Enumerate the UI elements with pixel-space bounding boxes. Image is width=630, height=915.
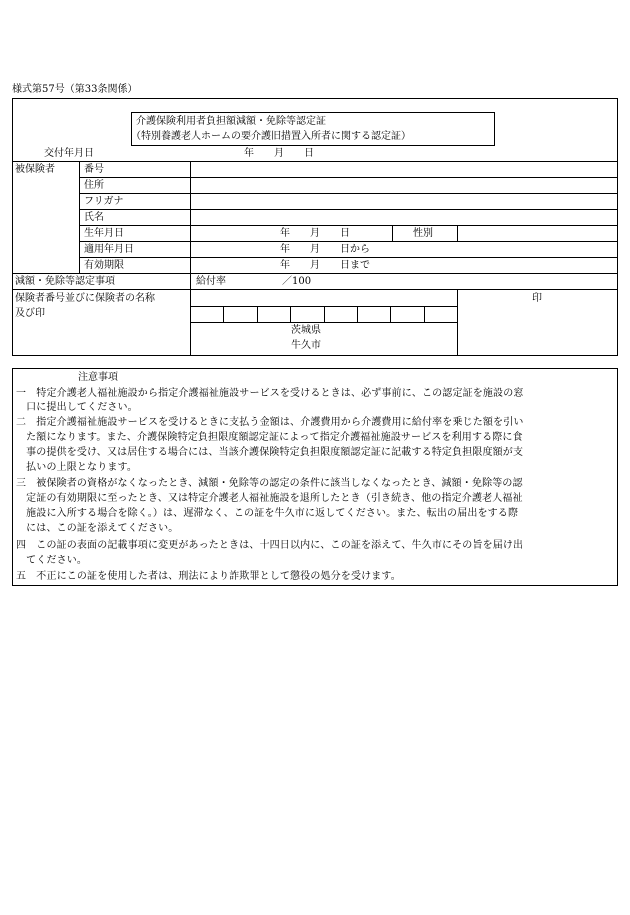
insurer-number-divider (290, 306, 291, 322)
notes-line: 払いの上限となります。 (16, 462, 137, 473)
insured-label: 被保険者 (15, 164, 55, 175)
row-line (79, 177, 618, 178)
effective-date-value: 年 月 日から (280, 244, 370, 255)
col-line (79, 161, 80, 273)
valid-period-label: 有効期限 (84, 260, 124, 271)
reduction-label: 減額・免除等認定事項 (15, 276, 115, 287)
notes-line: 三 被保険者の資格がなくなったとき、減額・免除等の認定の条件に該当しなくなったとき、減額・免除等の認 (16, 478, 523, 489)
number-label: 番号 (84, 164, 104, 175)
table-border-bottom (12, 355, 618, 356)
form-number: 様式第57号（第33条関係） (12, 84, 138, 95)
table-border-right (617, 98, 618, 356)
certificate-subtitle: （特別養護老人ホームの要介護旧措置入所者に関する認定証） (131, 131, 411, 142)
notes-line: には、この証を添えてください。 (16, 523, 179, 534)
table-border-top (12, 98, 618, 99)
notes-line: た額になります。また、介護保険特定負担限度額認定証によって指定介護福祉施設サービスを利用する際に食 (16, 432, 523, 443)
insurer-number-divider (390, 306, 391, 322)
col-line (457, 289, 458, 356)
notes-line: 定証の有効期限に至ったとき、又は特定介護老人福祉施設を退所したとき（引き続き、他の指定介護老人福祉 (16, 493, 523, 504)
row-line (12, 289, 618, 290)
benefit-rate-label: 給付率 (196, 276, 226, 287)
benefit-rate-value: ／100 (282, 276, 312, 287)
effective-date-label: 適用年月日 (84, 244, 134, 255)
insurer-number-divider (424, 306, 425, 322)
notes-line: 一 特定介護老人福祉施設から指定介護福祉施設サービスを受けるときは、必ず事前に、この認定証を施設の窓 (16, 388, 524, 399)
insurer-city: 牛久市 (291, 340, 321, 351)
notes-line: 事の提供を受け、又は居住する場合には、当該介護保険特定負担限度額認定証に記載する特定負担限度額が支 (16, 447, 524, 458)
insurer-number-divider (257, 306, 258, 322)
notes-line: 四 この証の表面の記載事項に変更があったときは、十四日以内に、この証を添えて、牛久市にその旨を届け出 (16, 540, 524, 551)
row-line (79, 193, 618, 194)
furigana-label: フリガナ (84, 196, 124, 207)
insurer-prefecture: 茨城県 (291, 325, 321, 336)
insurer-label-seal: 及び印 (15, 308, 45, 319)
birth-date-value: 年 月 日 (280, 228, 350, 239)
birth-date-label: 生年月日 (84, 228, 124, 239)
row-line (79, 257, 618, 258)
row-line (79, 209, 618, 210)
col-line (392, 225, 393, 241)
table-border-left (12, 98, 13, 356)
row-line (79, 225, 618, 226)
insurer-number-divider (223, 306, 224, 322)
notes-line: 施設に入所する場合を除く。）は、遅滞なく、この証を牛久市に返してください。また、転出の届出をする際 (16, 508, 519, 519)
insurer-number-divider (357, 306, 358, 322)
row-line (79, 241, 618, 242)
col-line (190, 161, 191, 356)
row-line (12, 161, 618, 162)
insurer-number-divider (324, 306, 325, 322)
notes-line: 五 不正にこの証を使用した者は、刑法により詐欺罪として懲役の処分を受けます。 (16, 571, 401, 582)
row-line (12, 273, 618, 274)
notes-heading: 注意事項 (78, 372, 118, 383)
issue-date-value: 年 月 日 (244, 148, 314, 159)
issue-date-label: 交付年月日 (44, 148, 94, 159)
seal-label: 印 (532, 293, 542, 304)
notes-line: 口に提出してください。 (16, 402, 138, 413)
insurer-label: 保険者番号並びに保険者の名称 (15, 293, 155, 304)
certificate-title: 介護保険利用者負担額減額・免除等認定証 (136, 116, 326, 127)
col-line (457, 225, 458, 241)
notes-line: てください。 (16, 555, 88, 566)
notes-line: 二 指定介護福祉施設サービスを受けるときに支払う金額は、介護費用から介護費用に給付率を乗じた額を引い (16, 417, 524, 428)
name-label: 氏名 (84, 212, 104, 223)
address-label: 住所 (84, 180, 104, 191)
valid-period-value: 年 月 日まで (280, 260, 370, 271)
sex-label: 性別 (413, 228, 433, 239)
row-line (190, 322, 457, 323)
